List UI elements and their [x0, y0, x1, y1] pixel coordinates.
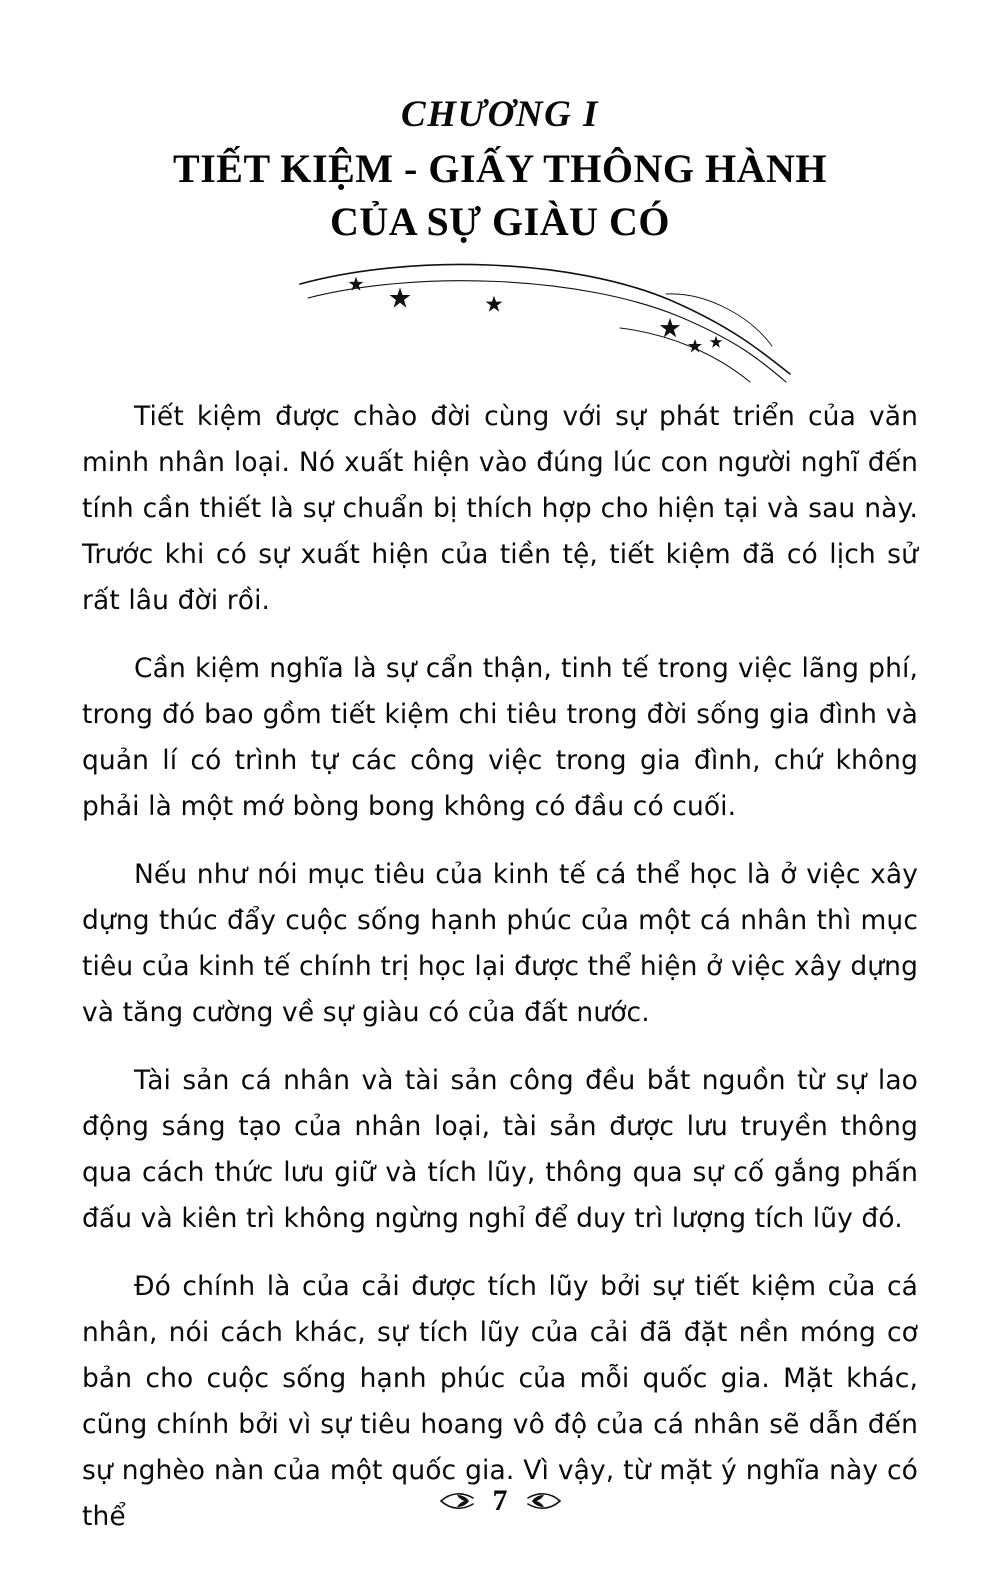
- floral-swash-ornament: [0, 242, 1000, 392]
- page-footer: [0, 1486, 1000, 1530]
- folio: [439, 1486, 562, 1516]
- chapter-label: CHƯƠNG I: [401, 94, 599, 135]
- paragraph: Cần kiệm nghĩa là sự cẩn thận, tinh tế trong việc lãng phí, trong đó bao gồm tiết kiệm chi tiêu trong đời sống gia đình và quản lí có trình tự các công việc trong gia đình, chứ không phải là một mớ bòng bong không có đầu có cuối.: [82, 653, 918, 823]
- chapter-heading: [0, 0, 1000, 248]
- chapter-title-line-2: CỦA SỰ GIÀU CÓ: [330, 198, 670, 244]
- page-number: 7: [492, 1484, 508, 1517]
- leaf-flourish-right-icon: [518, 1488, 562, 1514]
- paragraph: Tiết kiệm được chào đời cùng với sự phát triển của văn minh nhân loại. Nó xuất hiện vào đúng lúc con người nghĩ đến tính cần thiết là sự chuẩn bị thích hợp cho hiện tại và sau này. Trước khi có sự xuất hiện của tiền tệ, tiết kiệm đã có lịch sử rất lâu đời rồi.: [82, 401, 918, 617]
- leaf-flourish-left-icon: [439, 1488, 483, 1514]
- chapter-title-line-1: TIẾT KIỆM - GIẤY THÔNG HÀNH: [173, 145, 827, 191]
- page-title: [0, 143, 1000, 249]
- paragraph: Tài sản cá nhân và tài sản công đều bắt nguồn từ sự lao động sáng tạo của nhân loại, tài sản được lưu truyền thông qua cách thức lưu giữ và tích lũy, thông qua sự cố gắng phấn đấu và kiên trì không ngừng nghỉ để duy trì lượng tích lũy đó.: [82, 1065, 918, 1235]
- body-text: [82, 392, 918, 1540]
- paragraph: Đó chính là của cải được tích lũy bởi sự tiết kiệm của cá nhân, nói cách khác, sự tích lũy của cải đã đặt nền móng cơ bản cho cuộc sống hạnh phúc của mỗi quốc gia. Mặt khác, cũng chính bởi vì sự tiêu hoang vô độ của cá nhân sẽ dẫn đến sự nghèo nàn của một quốc gia. Vì vậy, từ mặt ý nghĩa này có thể: [82, 1271, 918, 1533]
- paragraph: Nếu như nói mục tiêu của kinh tế cá thể học là ở việc xây dựng thúc đẩy cuộc sống hạnh phúc của một cá nhân thì mục tiêu của kinh tế chính trị học lại được thể hiện ở việc xây dựng và tăng cường về sự giàu có của đất nước.: [82, 859, 918, 1029]
